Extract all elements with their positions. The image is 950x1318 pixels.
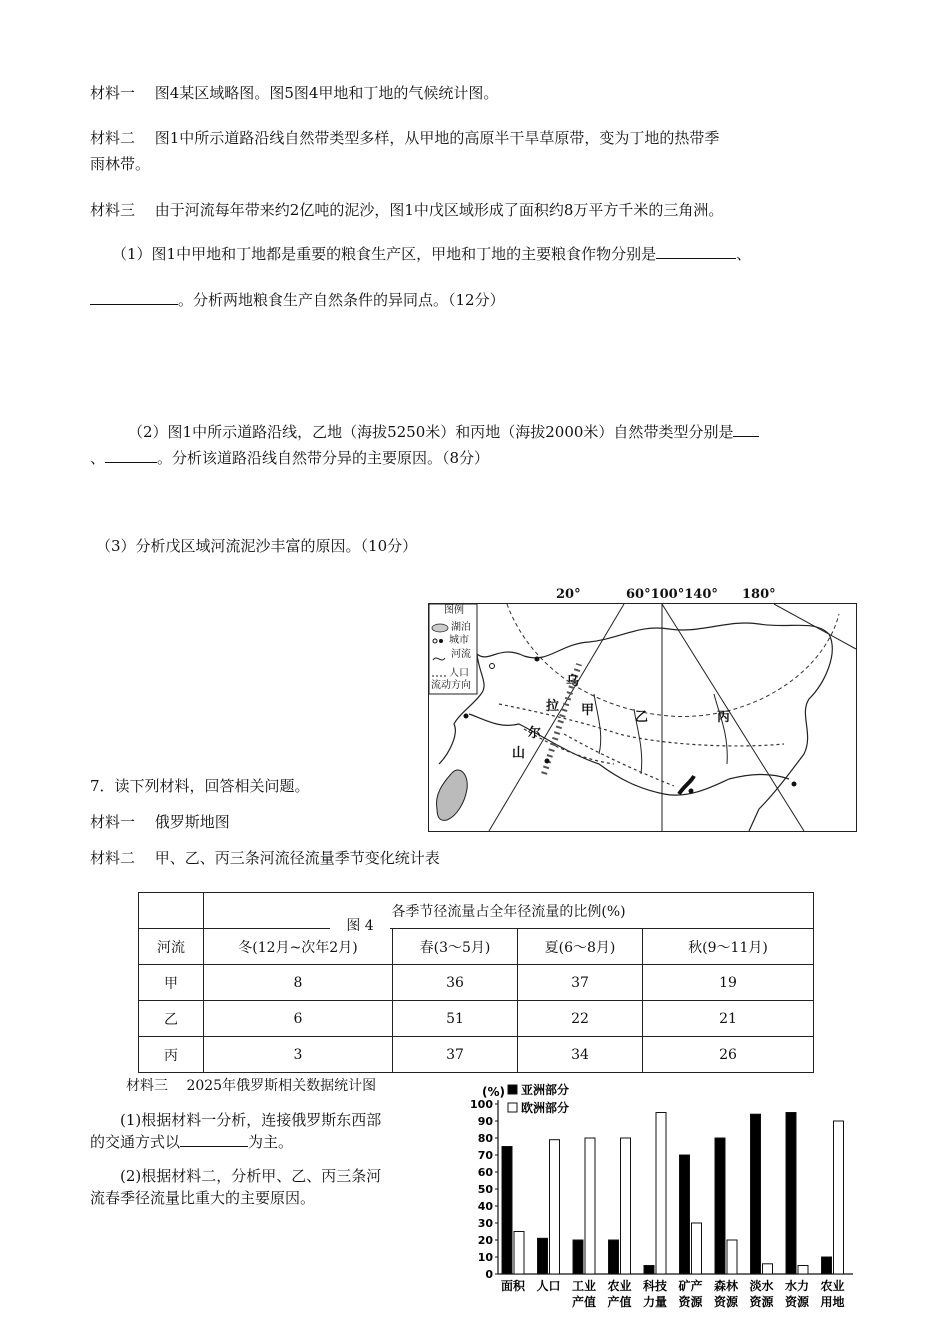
bar [680,1155,690,1274]
bar [727,1240,737,1274]
map-label-bing: 丙 [717,710,731,725]
table-cell-autumn: 26 [643,1037,814,1073]
table-row [139,1037,814,1073]
table-cell-autumn: 21 [643,1001,814,1037]
question7-title: 7．读下列材料，回答相关问题。 [90,777,310,795]
table-cell-river: 丙 [139,1037,204,1073]
question1-sep: 、 [736,245,752,263]
table-col-spring: 春(3～5月) [393,929,518,965]
question7-material2: 材料二 甲、乙、丙三条河流径流量季节变化统计表 [90,849,440,867]
table-cell-winter: 8 [204,965,393,1001]
y-tick-label: 40 [477,1200,493,1213]
bar [834,1121,844,1274]
y-tick-label: 80 [477,1132,493,1145]
russia-map [428,603,857,832]
bar [502,1147,512,1275]
map-label-shan: 山 [512,746,526,761]
table-col-summer: 夏(6～8月) [518,929,643,965]
y-tick-label: 0 [485,1268,493,1281]
question2-text-2: 。分析该道路沿线自然带分异的主要原因。（8分） [157,449,490,467]
map-legend-title: 图例 [444,605,464,616]
bar [763,1264,773,1274]
table-cell-summer: 34 [518,1037,643,1073]
question1-line1 [112,244,751,264]
table-header-row-1 [139,893,814,929]
bar [585,1138,595,1274]
map-label-er: 尔 [528,726,542,741]
map-legend-flow2: 流动方向 [431,680,471,691]
y-tick-label: 90 [477,1115,493,1128]
legend-label: 欧洲部分 [521,1101,570,1115]
table-col-autumn: 秋(9～11月) [643,929,814,965]
x-tick-label: 水力 [784,1279,810,1293]
table-cell-spring: 36 [393,965,518,1001]
table-col-winter: 冬(12月~次年2月) [204,929,393,965]
y-tick-label: 60 [477,1166,493,1179]
question2-sep: 、 [90,449,106,467]
table-corner-cell [139,893,204,929]
question7-material3: 材料三 2025年俄罗斯相关数据统计图 [126,1078,377,1094]
bar [798,1266,808,1275]
map-label-jia: 甲 [581,703,595,718]
x-tick-label: 人口 [536,1279,561,1293]
table-header-row-2 [139,929,814,965]
table-cell-spring: 51 [393,1001,518,1037]
runoff-table [138,892,814,1073]
question7-2-line1: (2)根据材料二，分析甲、乙、丙三条河 [120,1167,382,1185]
bar [573,1240,583,1274]
question7-1-text-a: 的交通方式以 [90,1133,181,1151]
map-legend-river: 河流 [451,649,471,660]
question1-blank-1[interactable] [656,244,736,259]
bar [550,1140,560,1274]
legend-swatch [508,1085,517,1094]
table-cell-summer: 37 [518,965,643,1001]
question2-line2 [90,448,489,468]
table-cell-summer: 22 [518,1001,643,1037]
y-tick-label: 50 [477,1183,493,1196]
x-tick-label: 产值 [607,1295,632,1309]
map-lon-180: 180° [742,587,776,602]
material2-text-line2: 雨林带。 [90,155,151,173]
question7-1-line1: (1)根据材料一分析，连接俄罗斯东西部 [120,1111,382,1129]
x-tick-label: 矿产 [678,1279,703,1293]
x-tick-label: 资源 [678,1295,703,1309]
question1-blank-2[interactable] [90,290,178,305]
x-tick-label: 农业 [820,1279,845,1293]
y-tick-label: 100 [470,1098,493,1111]
map-legend-city: 城市 [449,635,469,646]
table-cell-winter: 3 [204,1037,393,1073]
legend-label: 亚洲部分 [521,1083,570,1097]
table-header-main: 各季节径流量占全年径流量的比例(%) [204,893,814,929]
question1-line2 [90,290,505,310]
question1-text: （1）图1中甲地和丁地都是重要的粮食生产区，甲地和丁地的主要粮食作物分别是 [112,245,657,263]
map-label-wu: 乌 [566,674,580,689]
figure4-caption: 图 4 [330,915,390,937]
table-cell-autumn: 19 [643,965,814,1001]
question3-text: （3）分析戊区域河流泥沙丰富的原因。（10分） [96,537,418,555]
material1-text: 材料一 图4某区域略图。图5图4甲地和丁地的气候统计图。 [90,84,499,102]
x-tick-label: 科技 [642,1279,668,1293]
bar [621,1138,631,1274]
y-axis-label: (%) [482,1085,505,1099]
question2-line1 [128,422,759,442]
question7-1-line2 [90,1132,293,1152]
bar [822,1257,832,1274]
question7-1-text-b: 为主。 [248,1133,294,1151]
table-cell-river: 甲 [139,965,204,1001]
map-lon-20: 20° [556,587,581,602]
y-tick-label: 30 [477,1217,493,1230]
x-tick-label: 资源 [749,1295,774,1309]
x-tick-label: 资源 [713,1295,739,1309]
bar [644,1266,654,1275]
material2-text-line1: 材料二 图1中所示道路沿线自然带类型多样，从甲地的高原半干旱草原带，变为丁地的热带季 [90,129,720,147]
table-row [139,1001,814,1037]
question2-blank-2[interactable] [105,448,157,463]
russia-data-chart [470,1080,860,1312]
table-cell-spring: 37 [393,1037,518,1073]
map-lon-60-140: 60°100°140° [626,587,718,602]
x-tick-label: 力量 [642,1295,668,1309]
map-label-yi: 乙 [635,710,649,725]
question2-blank-1[interactable] [733,422,759,437]
question7-2-line2: 流春季径流量比重大的主要原因。 [90,1189,316,1207]
bar [514,1232,524,1275]
bar [786,1113,796,1275]
x-tick-label: 资源 [784,1295,810,1309]
question7-1-blank[interactable] [180,1132,248,1147]
x-tick-label: 产值 [571,1295,597,1309]
table-row [139,965,814,1001]
x-tick-label: 用地 [820,1295,845,1309]
x-tick-label: 森林 [713,1279,739,1293]
table-cell-winter: 6 [204,1001,393,1037]
x-tick-label: 农业 [607,1279,632,1293]
y-tick-label: 10 [477,1251,493,1264]
map-legend-flow1: 人口 [449,668,469,679]
y-tick-label: 70 [477,1149,493,1162]
bar [715,1138,725,1274]
bar [692,1223,702,1274]
map-legend-lake: 湖泊 [451,622,471,633]
question1-text-2: 。分析两地粮食生产自然条件的异同点。（12分） [178,291,505,309]
material3-text: 材料三 由于河流每年带来约2亿吨的泥沙，图1中戊区域形成了面积约8万平方千米的三角洲。 [90,201,724,219]
x-tick-label: 淡水 [749,1279,774,1293]
map-label-la: 拉 [546,699,560,714]
legend-swatch [508,1103,517,1112]
table-cell-river: 乙 [139,1001,204,1037]
bar [609,1240,619,1274]
bar [751,1114,761,1274]
bar [538,1238,548,1274]
x-tick-label: 面积 [500,1279,526,1293]
bar [656,1113,666,1275]
question7-material1: 材料一 俄罗斯地图 [90,813,230,831]
table-col-river: 河流 [139,929,204,965]
x-tick-label: 工业 [571,1279,597,1293]
question2-text: （2）图1中所示道路沿线，乙地（海拔5250米）和丙地（海拔2000米）自然带类型分别是 [128,423,734,441]
y-tick-label: 20 [477,1234,493,1247]
